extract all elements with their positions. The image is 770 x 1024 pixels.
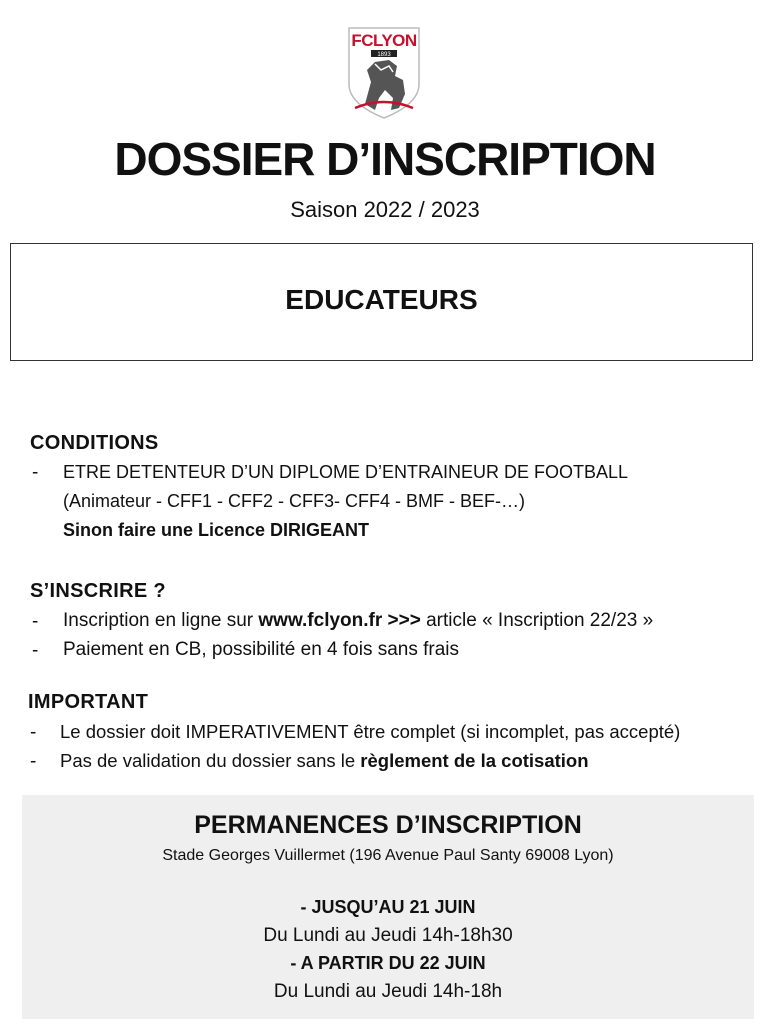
conditions-line-2: (Animateur - CFF1 - CFF2 - CFF3- CFF4 - BMF - BEF-…) <box>63 491 525 511</box>
important-item-2 <box>60 750 589 772</box>
permanences-period-1: - JUSQU’AU 21 JUIN <box>300 897 476 917</box>
fclyon-website-link[interactable]: www.fclyon.fr >>> <box>258 610 421 631</box>
permanences-hours-1: Du Lundi au Jeudi 14h-18h30 <box>263 925 513 946</box>
bullet-dash: - <box>32 611 39 632</box>
important-item-2-prefix: Pas de validation du dossier sans le <box>60 750 361 771</box>
permanences-panel <box>22 795 754 1019</box>
permanences-hours-2: Du Lundi au Jeudi 14h-18h <box>273 981 503 1002</box>
permanences-period-2: - A PARTIR DU 22 JUIN <box>290 953 486 973</box>
svg-text:1893: 1893 <box>377 52 391 58</box>
bullet-dash: - <box>30 722 37 743</box>
important-item-1: Le dossier doit IMPERATIVEMENT être complet (si incomplet, pas accepté) <box>60 721 681 742</box>
conditions-line-3: Sinon faire une Licence DIRIGEANT <box>63 520 370 540</box>
document-title: DOSSIER D’INSCRIPTION <box>114 133 656 185</box>
permanences-address: Stade Georges Vuillermet (196 Avenue Paul Santy 69008 Lyon) <box>162 847 614 864</box>
important-item-2-bold: règlement de la cotisation <box>360 750 589 771</box>
sinscrire-item-2: Paiement en CB, possibilité en 4 fois sans frais <box>63 639 460 660</box>
fc-lyon-logo <box>345 24 423 120</box>
conditions-heading: CONDITIONS <box>30 432 159 454</box>
category-box <box>10 243 753 361</box>
conditions-line-1: ETRE DETENTEUR D’UN DIPLOME D’ENTRAINEUR DE FOOTBALL <box>63 462 629 482</box>
season-label: Saison 2022 / 2023 <box>290 197 480 222</box>
bullet-dash: - <box>30 751 37 772</box>
bullet-dash: - <box>32 462 39 483</box>
sinscrire-item-1-prefix: Inscription en ligne sur <box>63 610 259 631</box>
category-title: EDUCATEURS <box>285 284 478 315</box>
sinscrire-heading: S’INSCRIRE ? <box>30 580 166 602</box>
bullet-dash: - <box>32 640 39 661</box>
permanences-title: PERMANENCES D’INSCRIPTION <box>194 811 582 839</box>
sinscrire-item-1-suffix: article « Inscription 22/23 » <box>420 610 654 631</box>
sinscrire-item-1 <box>63 610 653 632</box>
important-heading: IMPORTANT <box>28 691 149 713</box>
svg-text:FCLYON: FCLYON <box>351 31 417 50</box>
